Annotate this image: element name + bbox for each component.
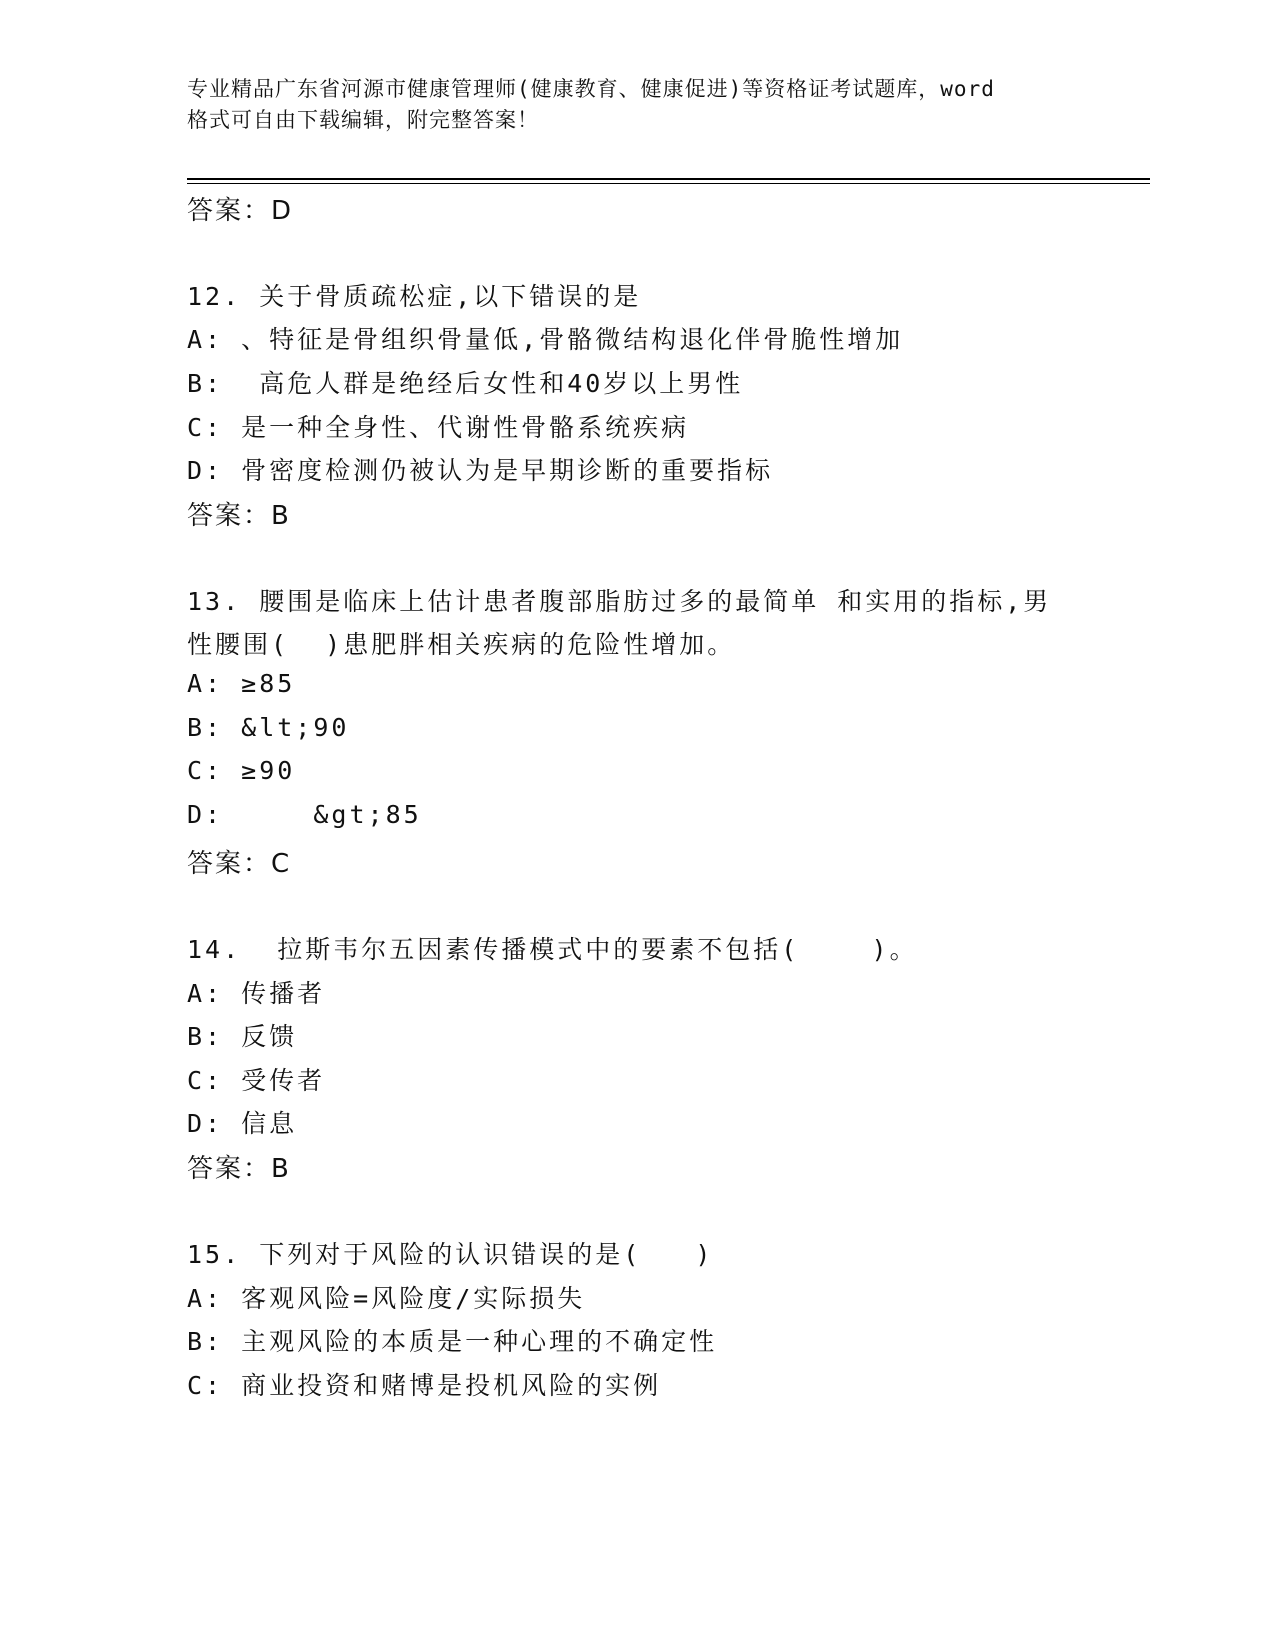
- question-13-stem-line-1: 13. 腰围是临床上估计患者腹部脂肪过多的最简单 和实用的指标,男: [187, 587, 1052, 616]
- previous-answer: 答案：D: [187, 196, 294, 226]
- page-header: [187, 74, 1087, 136]
- question-12-stem: 12. 关于骨质疏松症,以下错误的是: [187, 282, 642, 311]
- question-15-option-c: C: 商业投资和赌博是投机风险的实例: [187, 1371, 662, 1400]
- question-13-option-d: D: &gt;85: [187, 800, 422, 829]
- question-14-option-a: A: 传播者: [187, 979, 326, 1008]
- question-12-option-b: B: 高危人群是绝经后女性和40岁以上男性: [187, 369, 744, 398]
- question-14-stem: 14. 拉斯韦尔五因素传播模式中的要素不包括( )。: [187, 935, 918, 964]
- question-15-option-b: B: 主观风险的本质是一种心理的不确定性: [187, 1327, 718, 1356]
- question-14-option-b: B: 反馈: [187, 1022, 298, 1051]
- question-15-stem: 15. 下列对于风险的认识错误的是( ): [187, 1240, 714, 1269]
- question-12-option-c: C: 是一种全身性、代谢性骨骼系统疾病: [187, 413, 690, 442]
- question-12-option-d: D: 骨密度检测仍被认为是早期诊断的重要指标: [187, 456, 774, 485]
- question-15-option-a: A: 客观风险=风险度/实际损失: [187, 1284, 586, 1313]
- question-14-answer: 答案：B: [187, 1154, 291, 1184]
- question-14-option-c: C: 受传者: [187, 1066, 326, 1095]
- header-divider-thick: [187, 178, 1150, 180]
- question-13-answer: 答案：C: [187, 849, 292, 879]
- question-13-option-b: B: &lt;90: [187, 713, 350, 742]
- question-13-option-c: C: ≥90: [187, 756, 296, 785]
- header-line-1: 专业精品广东省河源市健康管理师(健康教育、健康促进)等资格证考试题库，word: [187, 77, 995, 101]
- question-13-option-a: A: ≥85: [187, 669, 296, 698]
- question-13-stem-line-2: 性腰围( )患肥胖相关疾病的危险性增加。: [187, 630, 736, 659]
- question-14-option-d: D: 信息: [187, 1109, 298, 1138]
- header-divider-thin: [187, 183, 1150, 184]
- question-12-answer: 答案：B: [187, 501, 291, 531]
- header-line-2: 格式可自由下载编辑，附完整答案！: [187, 108, 539, 132]
- question-12-option-a: A: 、特征是骨组织骨量低,骨骼微结构退化伴骨脆性增加: [187, 325, 904, 354]
